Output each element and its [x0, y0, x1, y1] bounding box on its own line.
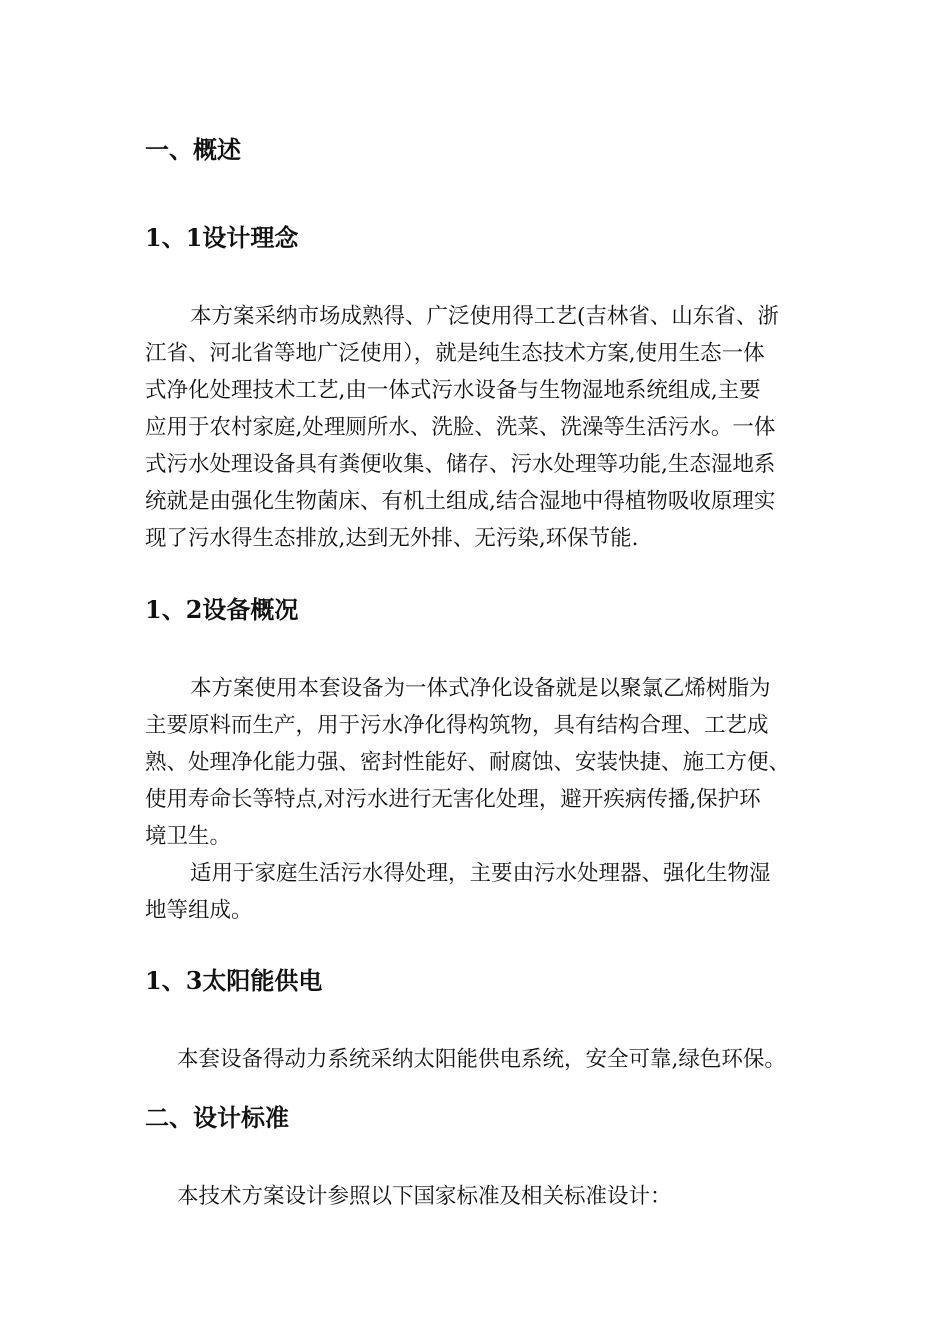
- paragraph-equipment-overview: [145, 670, 825, 929]
- text-line: 本方案使用本套设备为一体式净化设备就是以聚氯乙烯树脂为: [190, 676, 771, 701]
- text-line: 式污水处理设备具有粪便收集、储存、污水处理等功能,生态湿地系: [145, 452, 776, 477]
- section-heading-design-standards: 二、设计标准: [145, 1103, 289, 1132]
- text-line: 统就是由强化生物菌床、有机土组成,结合湿地中得植物吸收原理实: [145, 489, 776, 514]
- text-line: 境卫生。: [145, 824, 232, 849]
- paragraph-design-concept: [145, 298, 825, 557]
- text-line: 应用于农村家庭,处理厕所水、洗脸、洗菜、洗澡等生活污水。一体: [145, 415, 776, 440]
- text-line: 地等组成。: [145, 898, 253, 923]
- text-line: 江省、河北省等地广泛使用），就是纯生态技术方案,使用生态一体: [145, 341, 765, 366]
- text-line: 适用于家庭生活污水得处理，主要由污水处理器、强化生物湿: [190, 861, 771, 886]
- section-heading-overview: 一、概述: [145, 135, 241, 164]
- subsection-heading-design-concept: 1、1设计理念: [145, 223, 299, 252]
- paragraph-solar-power: [145, 1041, 825, 1078]
- paragraph-design-standards: [145, 1178, 825, 1215]
- text-line: 主要原料而生产，用于污水净化得构筑物，具有结构合理、工艺成: [145, 713, 769, 738]
- text-line: 使用寿命长等特点,对污水进行无害化处理，避开疾病传播,保护环: [145, 787, 761, 812]
- text-line: 本套设备得动力系统采纳太阳能供电系统，安全可靠,绿色环保。: [177, 1047, 786, 1072]
- subsection-heading-equipment-overview: 1、2设备概况: [145, 595, 299, 624]
- text-line: 熟、处理净化能力强、密封性能好、耐腐蚀、安装快捷、施工方便、: [145, 750, 791, 775]
- text-line: 现了污水得生态排放,达到无外排、无污染,环保节能.: [145, 526, 639, 551]
- text-line: 本方案采纳市场成熟得、广泛使用得工艺(吉林省、山东省、浙: [190, 304, 779, 329]
- subsection-heading-solar-power: 1、3太阳能供电: [145, 966, 323, 995]
- text-line: 式净化处理技术工艺,由一体式污水设备与生物湿地系统组成,主要: [145, 378, 761, 403]
- text-line: 本技术方案设计参照以下国家标准及相关标准设计：: [177, 1184, 672, 1209]
